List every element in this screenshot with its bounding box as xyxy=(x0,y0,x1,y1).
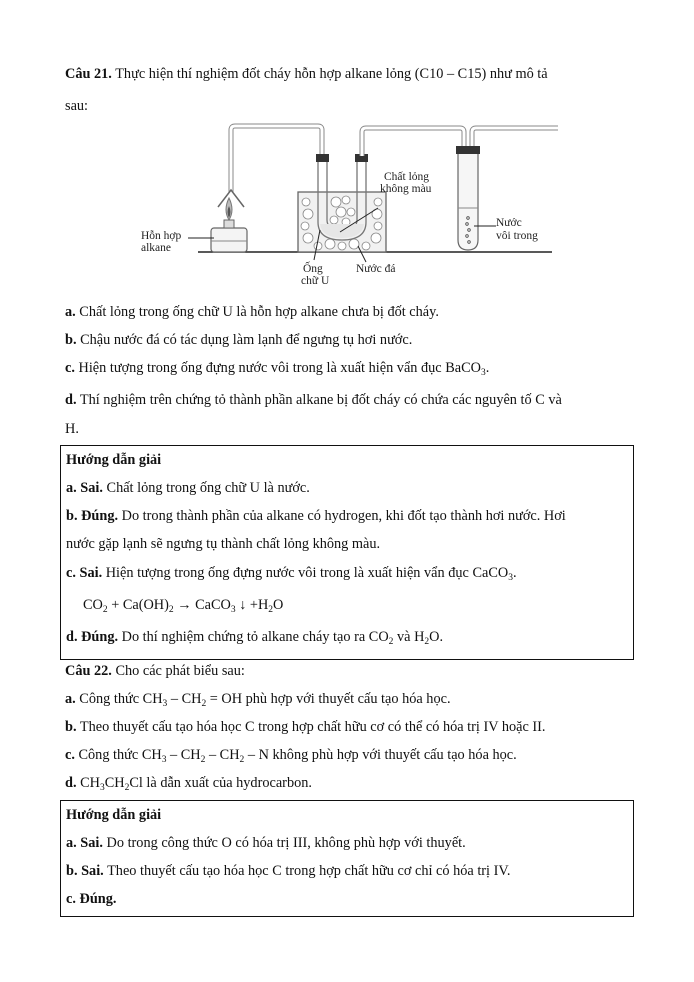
solution-item-b xyxy=(66,507,566,525)
solution-item-c xyxy=(66,564,517,582)
statement-key: c. xyxy=(65,360,75,376)
outlet-tube xyxy=(472,128,558,148)
label-u-tube-2: chữ U xyxy=(301,275,330,287)
verdict: c. Đúng. xyxy=(66,891,117,907)
statement-text: – CH xyxy=(166,747,201,763)
verdict: a. Sai. xyxy=(66,835,103,851)
solution-title xyxy=(66,806,161,824)
statement-text: CH xyxy=(104,775,125,791)
q22-statement-d xyxy=(65,774,312,792)
subscript: 3 xyxy=(162,699,168,709)
label-limewater-2: vôi trong xyxy=(496,230,538,242)
q22-statement-a xyxy=(65,690,451,708)
label-limewater-1: Nước xyxy=(496,217,522,229)
explanation: Do trong thành phần của alkane có hydrogen, khi đốt tạo thành hơi nước. Hơi xyxy=(118,508,566,524)
solution-item-a xyxy=(66,479,310,497)
eq-part: ↓ +H xyxy=(235,597,269,613)
q22-stem-text: Cho các phát biểu sau: xyxy=(111,663,245,679)
q22-solution-box xyxy=(60,800,634,917)
experiment-diagram xyxy=(138,122,558,294)
reaction-equation xyxy=(83,596,283,614)
eq-part: O xyxy=(273,597,284,613)
q21-stem-text: Thực hiện thí nghiệm đốt cháy hỗn hợp alkane lỏng (C10 – C15) như mô tả xyxy=(111,66,548,82)
statement-text: Chậu nước đá có tác dụng làm lạnh để ngưng tụ hơi nước. xyxy=(76,332,413,348)
verdict: c. Sai. xyxy=(66,565,103,581)
punct: . xyxy=(485,360,490,376)
eq-sub: 2 xyxy=(102,605,108,615)
q22-stem xyxy=(65,662,245,680)
subscript: 2 xyxy=(424,637,430,647)
subscript: 3 xyxy=(99,783,105,793)
statement-key: b. xyxy=(65,332,77,348)
solution-title xyxy=(66,451,161,469)
stopper-left xyxy=(316,154,329,162)
explanation: Hiện tượng trong ống đựng nước vôi trong là xuất hiện vẩn đục xyxy=(102,565,473,581)
solution-item-d xyxy=(66,628,443,646)
statement-key: b. xyxy=(65,719,77,735)
solution-item-c xyxy=(66,890,116,908)
statement-key: a. xyxy=(65,304,76,320)
statement-text: Hiện tượng trong ống đựng nước vôi trong là xuất hiện vẩn đục xyxy=(74,360,446,376)
statement-key: c. xyxy=(65,747,75,763)
delivery-tube-2 xyxy=(362,128,464,156)
formula: O xyxy=(429,629,440,645)
statement-text: – N không phù hợp với thuyết cấu tạo hóa học. xyxy=(244,747,517,763)
q21-statement-a xyxy=(65,303,439,321)
eq-sub: 2 xyxy=(268,605,274,615)
subscript: 3 xyxy=(161,755,167,765)
eq-part: CO xyxy=(83,597,103,613)
statement-text: = OH phù hợp với thuyết cấu tạo hóa học. xyxy=(206,691,451,707)
statement-key: d. xyxy=(65,775,77,791)
q21-statement-d-cont: H. xyxy=(65,421,79,437)
eq-sub: 2 xyxy=(168,605,174,615)
eq-sub: 3 xyxy=(230,605,236,615)
label-colorless-liquid-2: không màu xyxy=(380,183,432,195)
solution-title-text: Hướng dẫn giải xyxy=(66,452,162,468)
formula: H xyxy=(414,629,425,645)
statement-text: CH xyxy=(76,775,100,791)
label-alkane-mix-2: alkane xyxy=(141,242,172,254)
q21-label: Câu 21. xyxy=(65,66,112,82)
q22-statement-c xyxy=(65,746,517,764)
punct: . xyxy=(512,565,517,581)
statement-text: – CH xyxy=(167,691,202,707)
q21-statement-c xyxy=(65,359,489,377)
subscript: 2 xyxy=(200,755,206,765)
delivery-tube-1 xyxy=(231,126,322,192)
q22-label: Câu 22. xyxy=(65,663,112,679)
statement-text: Thí nghiệm trên chứng tỏ thành phần alkane bị đốt cháy có chứa các nguyên tố C và xyxy=(76,392,562,408)
q21-stem-cont: sau: xyxy=(65,98,89,114)
solution-item-b xyxy=(66,862,510,880)
q21-solution-box xyxy=(60,445,634,660)
verdict: d. Đúng. xyxy=(66,629,119,645)
explanation: Do trong công thức O có hóa trị III, không phù hợp với thuyết. xyxy=(102,835,466,851)
statement-text: Theo thuyết cấu tạo hóa học C trong hợp chất hữu cơ có thể có hóa trị IV hoặc II. xyxy=(76,719,546,735)
explanation: Chất lỏng trong ống chữ U là nước. xyxy=(102,480,310,496)
formula: CaCO xyxy=(472,565,509,581)
subscript: 2 xyxy=(239,755,245,765)
label-ice-water: Nước đá xyxy=(356,263,396,275)
statement-text: Công thức CH xyxy=(75,691,163,707)
subscript: 3 xyxy=(480,368,486,378)
subscript: 2 xyxy=(201,699,207,709)
ice-beaker xyxy=(298,154,386,252)
subscript: 2 xyxy=(388,637,394,647)
subscript: 2 xyxy=(124,783,130,793)
eq-part: + Ca(OH) xyxy=(107,597,169,613)
formula: BaCO xyxy=(445,360,481,376)
statement-text: Cl là dẫn xuất của hydrocarbon. xyxy=(129,775,312,791)
statement-text: Công thức CH xyxy=(74,747,162,763)
conj: và xyxy=(393,629,415,645)
statement-key: a. xyxy=(65,691,76,707)
solution-item-b-cont: nước gặp lạnh sẽ ngưng tụ thành chất lỏng không màu. xyxy=(66,536,381,552)
q21-statement-d xyxy=(65,391,562,409)
punct: . xyxy=(439,629,444,645)
q21-statement-b xyxy=(65,331,412,349)
limewater-test-tube xyxy=(456,146,480,250)
solution-item-a xyxy=(66,834,466,852)
explanation: Theo thuyết cấu tạo hóa học C trong hợp chất hữu cơ chỉ có hóa trị IV. xyxy=(103,863,511,879)
statement-text: Chất lỏng trong ống chữ U là hỗn hợp alkane chưa bị đốt cháy. xyxy=(75,304,439,320)
explanation: Do thí nghiệm chứng tỏ alkane cháy tạo ra xyxy=(118,629,369,645)
statement-text: – CH xyxy=(205,747,240,763)
formula: CO xyxy=(368,629,389,645)
verdict: a. Sai. xyxy=(66,480,103,496)
verdict: b. Đúng. xyxy=(66,508,119,524)
q21-stem xyxy=(65,65,548,83)
alcohol-burner-icon xyxy=(211,198,247,252)
label-alkane-mix-1: Hỗn hợp xyxy=(141,230,182,242)
statement-key: d. xyxy=(65,392,77,408)
q22-statement-b xyxy=(65,718,546,736)
label-colorless-liquid-1: Chất lỏng xyxy=(384,171,430,183)
label-u-tube-1: Ống xyxy=(303,263,323,275)
eq-part: → CaCO xyxy=(173,597,231,613)
subscript: 3 xyxy=(508,573,513,583)
verdict: b. Sai. xyxy=(66,863,104,879)
solution-title-text: Hướng dẫn giải xyxy=(66,807,162,823)
